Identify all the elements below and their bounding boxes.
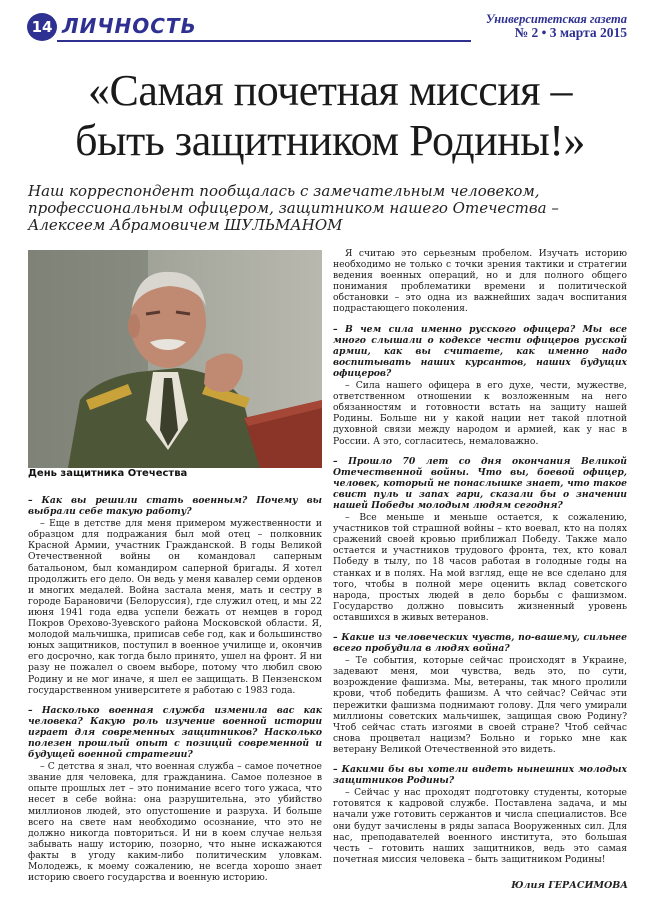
page-header — [0, 0, 650, 50]
interview-answer: – Еще в детстве для меня примером мужественности и образцом для подражания был мой отец – полковник Красной Армии, участник Гражданской. В годы Великой Отечественной войны он командовал саперным батальоном, был командиром саперной бригады. Я хотел продолжить его дело. Он ведь у меня кавалер семи орденов и многих медалей. Война застала меня, мать и сестру в городе Барановичи (Белоруссия), где служил отец, и мы 22 июня 1941 года едва успели бежать от немцев в город Покров Орехово-Зуевского района Московской области. Я, молодой мальчишка, приписав себе год, как и большинство юных защитников, поступил в военное училище и, окончив его досрочно, как тогда было принято, ушел на фронт. Я ни разу не пожалел о своем выборе, потому что любил свою Родину и не мог иначе, я шел ее защищать. В Пензенском государственном университете я работаю с 1983 года. — [28, 518, 322, 696]
interview-answer: – С детства я знал, что военная служба – самое почетное звание для человека, для гражданина. Самое полезное в опыте прошлых лет – это понимание всего того ужаса, что несет в себе война: она разрушительна, это убийство миллионов людей, это опустошение и разруха. И больше всего на свете нам необходимо осознание, что это не должно никогда повториться. И ни в коем случае нельзя забывать нашу историю, позорно, что ныне искажаются факты в угоду каким-либо политическим уловкам. Молодежь, к моему сожалению, не всегда хорошо знает историю своего государства и военную историю. — [28, 761, 322, 884]
veteran-portrait-illustration — [28, 250, 322, 468]
interview-answer: – Сейчас у нас проходят подготовку студенты, которые готовятся к кадровой службе. Поставлена задача, и мы начали уже готовить сержантов и числа специалистов. Все они будут зачислены в ряды запаса Вооруженных сил. Для нас, преподавателей военного института, это большая честь – готовить наших защитников, ведь это самая почетная миссия человека – быть защитником Родины! — [333, 787, 627, 865]
interview-answer: – Те события, которые сейчас происходят в Украине, задевают меня, мои чувства, ведь это, по сути, возрождение фашизма. Мы, ветераны, так много пролили крови, чтоб победить фашизм. А что сейчас? Сейчас эти пережитки фашизма поднимают голову. Для чего умирали миллионы советских мальчишек, защищая свою Родину? Чтоб сейчас стать изгоями в своей стране? Чтоб сейчас снова процветал нацизм? Больно и горько мне как ветерану Великой Отечественной это видеть. — [333, 655, 627, 755]
article-lead: Наш корреспондент пообщалась с замечательным человеком, профессиональным офицером, защитником нашего Отечества – Алексеем Абрамовичем ШУЛЬМАНОМ — [28, 182, 559, 234]
page-number: 14 — [27, 13, 57, 41]
interview-question: – Как вы решили стать военным? Почему вы выбрали себе такую работу? — [28, 495, 322, 518]
interview-question: – В чем сила именно русского офицера? Мы все много слышали о кодексе чести офицеров русской армии, как вы считаете, как именно надо воспитывать наших курсантов, наших будущих офицеров? — [333, 323, 627, 379]
headline-line-1: «Самая почетная миссия – — [87, 66, 573, 115]
interview-answer: – Все меньше и меньше остается, к сожалению, участников той страшной войны – кто воевал, кто на полях сражений своей кровью приближал Победу. Также мало остается и участников трудового фронта, тех, кто ковал Победу в тылу, по 18 часов работая в голодные годы на станках и в полях. На мой взгляд, еще не все сделано для того, чтобы в полной мере оценить вклад советского народа, простых людей в дело борьбы с фашизмом. Государство должно повысить жизненный уровень оставшихся в живых ветеранов. — [333, 512, 627, 623]
left-column — [28, 495, 322, 883]
photo-caption: День защитника Отечества — [28, 468, 188, 479]
article-photo — [28, 250, 322, 468]
headline-line-2: быть защитником Родины!» — [75, 116, 585, 165]
header-rule — [57, 40, 471, 42]
issue-date: № 2 • 3 марта 2015 — [514, 25, 627, 40]
interview-question: – Прошло 70 лет со дня окончания Великой Отечественной войны. Что вы, боевой офицер, человек, который не понаслышке знает, что такое свист пуль и запах гари, сказали бы о значении нашей Победы молодым людям сегодня? — [333, 455, 627, 511]
article-headline — [20, 66, 640, 166]
interview-question: – Какие из человеческих чувств, по-вашему, сильнее всего пробудила в людях война? — [333, 632, 627, 655]
newspaper-masthead — [486, 12, 627, 40]
interview-question: – Насколько военная служба изменила вас как человека? Какую роль изучение военной истории играет для современных защитников? Насколько полезен прошлый опыт с позиций современной и будущей военной стратегии? — [28, 704, 322, 761]
section-title: ЛИЧНОСТЬ — [62, 14, 197, 38]
right-column — [333, 248, 627, 865]
interview-answer: Я считаю это серьезным пробелом. Изучать историю необходимо не только с точки зрения тактики и стратегии ведения военных операций, но и для полного общего понимания проблематики времени и политической обстановки – это одна из важнейших задач воспитания подрастающего поколения. — [333, 248, 627, 315]
newspaper-name: Университетская газета — [485, 12, 627, 26]
interview-answer: – Сила нашего офицера в его духе, чести, мужестве, ответственном отношении к возложенным на него обязанностям и готовности встать на защиту нашей Родины. Больше ни у какой нации нет такой плотной духовной связи между народом и армией, как у нас в России. А это, согласитесь, немаловажно. — [333, 380, 627, 447]
interview-question: – Какими бы вы хотели видеть нынешних молодых защитников Родины? — [333, 764, 627, 787]
author-signature: Юлия ГЕРАСИМОВА — [511, 880, 628, 891]
